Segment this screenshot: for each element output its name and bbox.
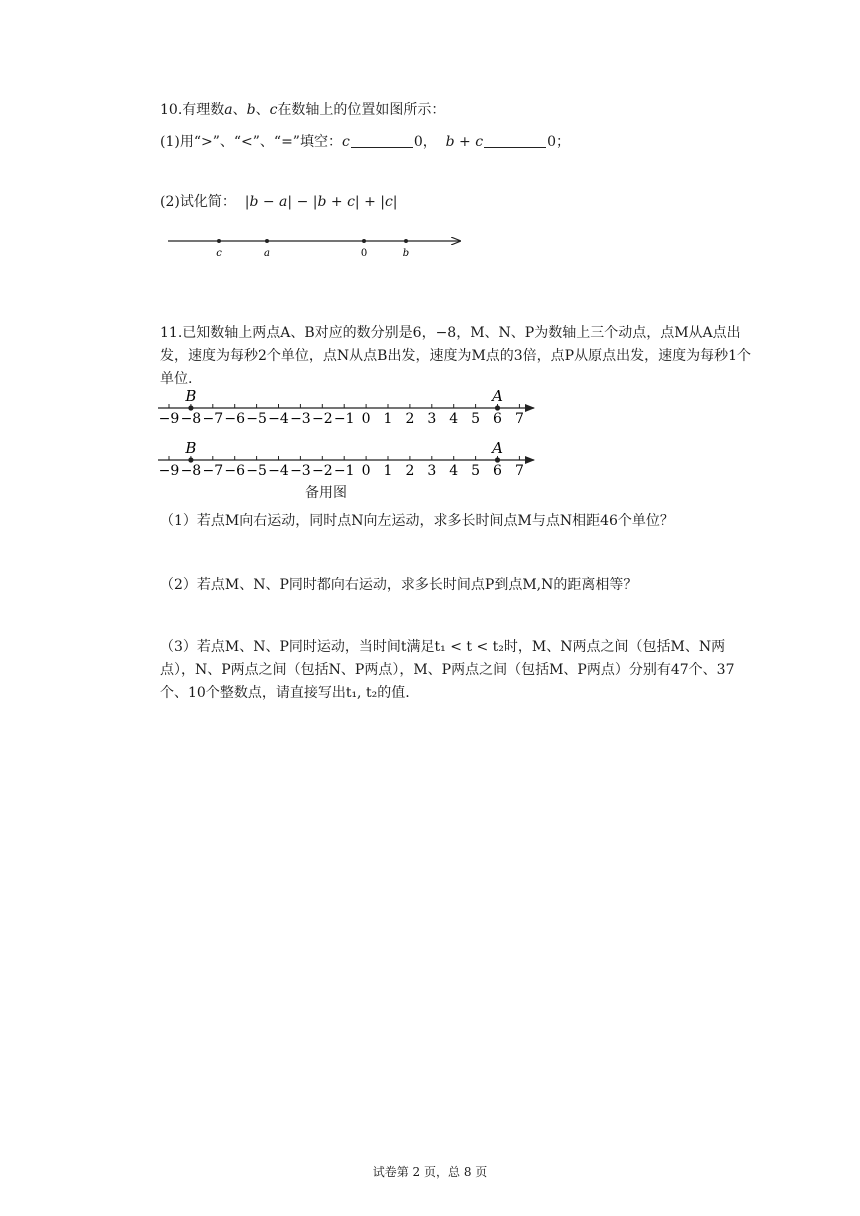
point-A-label: A [492, 387, 503, 405]
label-b: b [402, 248, 410, 259]
q10-part2: (2)试化简： |b − a| − |b + c| + |c| [160, 194, 398, 210]
number-line-backup [158, 439, 534, 479]
tick-label: 5 [471, 463, 481, 479]
tick-label: −2 [311, 463, 333, 479]
tick-label: −8 [180, 411, 202, 427]
tick-label: −3 [290, 463, 311, 479]
q11-intro: 11.已知数轴上两点A、B对应的数分别是6，−8，M、N、P为数轴上三个动点，点M从A点出发，速度为每秒2个单位，点N从点B出发，速度为M点的3倍，点P从原点出发，速度为每秒1个单位. [160, 325, 752, 387]
tick-label: 6 [493, 411, 502, 427]
tick-label: 0 [361, 463, 371, 479]
point-A [495, 405, 500, 410]
tick-label: −1 [333, 463, 355, 479]
q11-part1: （1）若点M向右运动，同时点N向左运动，求多长时间点M与点N相距46个单位？ [160, 513, 674, 529]
tick-label: −6 [224, 463, 246, 479]
number-line-main [158, 387, 534, 427]
tick-label: 4 [449, 463, 459, 479]
tick-label: −7 [202, 463, 224, 479]
point-B [188, 405, 193, 410]
q10-part1: (1)用“>”、“<”、“=”填空：c 0， b + c 0； [160, 134, 570, 150]
point-B [188, 457, 193, 462]
tick-label: 3 [427, 463, 437, 479]
tick-label: 5 [471, 411, 481, 427]
tick-label: 4 [449, 411, 459, 427]
tick-label: 2 [405, 463, 415, 479]
tick-label: −9 [158, 411, 180, 427]
tick-label: −2 [311, 411, 333, 427]
tick-label: 7 [514, 463, 524, 479]
tick-label: −4 [268, 411, 289, 427]
tick-label: 0 [361, 411, 371, 427]
point-B-label: B [185, 387, 197, 405]
backup-figure-caption: 备用图 [305, 485, 347, 501]
label-a: a [264, 248, 270, 259]
tick-label: −7 [202, 411, 224, 427]
label-0: 0 [360, 248, 368, 259]
tick-label: 6 [493, 463, 502, 479]
page-footer: 试卷第 2 页，总 8 页 [372, 1165, 488, 1179]
tick-label: 1 [383, 411, 393, 427]
tick-label: 1 [383, 463, 393, 479]
tick-label: −6 [224, 411, 246, 427]
q11-part3: （3）若点M、N、P同时运动，当时间t满足t₁ < t < t₂时，M、N两点之间（包括M、N两点），N、P两点之间（包括N、P两点），M、P两点之间（包括M、P两点）分别有47个、37个、10个整数点，请直接写出t₁, t₂的值. [160, 639, 735, 701]
point-A-label: A [492, 439, 503, 457]
tick-label: −4 [268, 463, 289, 479]
tick-label: 7 [514, 411, 524, 427]
tick-label: −1 [333, 411, 355, 427]
q11-part2: （2）若点M、N、P同时都向右运动，求多长时间点P到点M,N的距离相等？ [160, 577, 638, 593]
tick-label: −9 [158, 463, 180, 479]
tick-label: −8 [180, 463, 202, 479]
point-B-label: B [185, 439, 197, 457]
label-c: c [216, 248, 222, 259]
tick-label: −5 [246, 463, 267, 479]
tick-label: 3 [427, 411, 437, 427]
tick-label: 2 [405, 411, 415, 427]
point-A [495, 457, 500, 462]
tick-label: −3 [290, 411, 311, 427]
q10-intro: 10.有理数a、b、c在数轴上的位置如图所示： [160, 102, 446, 118]
tick-label: −5 [246, 411, 267, 427]
